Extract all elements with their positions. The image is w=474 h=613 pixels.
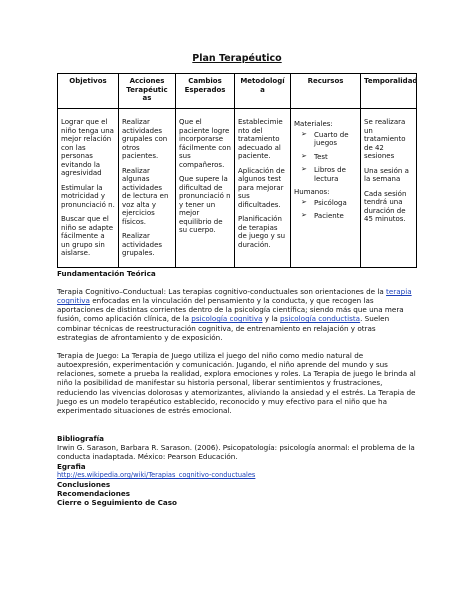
cell-recursos bbox=[291, 109, 361, 268]
header-recursos: Recursos bbox=[291, 74, 361, 109]
cell-temporalidad bbox=[361, 109, 417, 268]
section-heading-cierre: Cierre o Seguimiento de Caso bbox=[57, 498, 177, 507]
header-metodologia: Metodologí a bbox=[235, 74, 291, 109]
objetivo-1: Lograr que el niño tenga una mejor relación con las personas evitando la agresividad bbox=[61, 118, 114, 178]
arrow-bullet-icon: ➢ bbox=[301, 211, 307, 220]
list-item: ➢ Paciente bbox=[301, 211, 344, 221]
header-temporalidad: Temporalidad bbox=[361, 74, 417, 109]
cambio-2: Que supere la dificultad de pronunciació n y tener un mejor equilibrio de su cuerpo. bbox=[179, 175, 231, 235]
list-item: ➢ Psicóloga bbox=[301, 197, 347, 207]
section-heading-egrafia: Egrafia bbox=[57, 462, 86, 471]
list-item: ➢ Test bbox=[301, 151, 328, 161]
bibliografia-text: Irwin G. Sarason, Barbara R. Sarason. (2006). Psicopatología: psicología anormal: el problema de la conducta inadaptada. México: Pearson Educación. bbox=[57, 443, 415, 462]
list-item: ➢ Cuarto de juegos bbox=[301, 129, 349, 148]
paragraph-cognitivo-conductual: Terapia Cognitivo–Conductual: Las terapias cognitivo-conductuales son orientaciones de la terapia cognitiva enfocadas en la vinculación del pensamiento y la conducta, y que recogen las aportaciones de distintas corrientes dentro de la psicología científica; siendo más que una mera fusión, como aplicación clínica, de la psicología cognitiva y la psicología conductista. Suelen combinar técnicas de reestructuración cognitiva, de entrenamiento en relajación y otras estrategias de afrontamiento y de exposición. bbox=[57, 287, 412, 342]
cambio-1: Que el paciente logre incorporarse fácilmente con sus compañeros. bbox=[179, 118, 231, 169]
cell-metodologia bbox=[235, 109, 291, 268]
temporalidad-3: Cada sesión tendrá una duración de 45 minutos. bbox=[364, 189, 407, 224]
plan-table bbox=[57, 73, 417, 268]
egrafia-link[interactable]: http://es.wikipedia.org/wiki/Terapias_cognitivo-conductuales bbox=[57, 471, 256, 479]
link-psicologia-conductista[interactable]: psicología conductista bbox=[280, 314, 361, 324]
arrow-bullet-icon: ➢ bbox=[301, 165, 307, 174]
section-heading-recomendaciones: Recomendaciones bbox=[57, 489, 131, 498]
accion-3: Realizar actividades grupales. bbox=[122, 232, 163, 258]
header-cambios: Cambios Esperados bbox=[176, 74, 235, 109]
materiales-list bbox=[294, 131, 357, 184]
link-terapia-cognitiva[interactable]: terapia cognitiva bbox=[57, 287, 412, 306]
temporalidad-1: Se realizara un tratamiento de 42 sesiones bbox=[364, 118, 406, 161]
section-heading-bibliografia: Bibliografía bbox=[57, 434, 104, 443]
document-title: Plan Terapéutico bbox=[192, 53, 282, 64]
section-heading-conclusiones: Conclusiones bbox=[57, 480, 111, 489]
table-header-row bbox=[58, 74, 417, 109]
cell-objetivos bbox=[58, 109, 119, 268]
paragraph-terapia-juego: Terapia de Juego: La Terapia de Juego utiliza el juego del niño como medio natural de autoexpresión, experimentación y comunicación. Jugando, el niño aprende del mundo y sus relaciones, somete a prueba la realidad, explora emociones y roles. La Terapia de juego le brinda al niño la posibilidad de manifestar su historia personal, liberar sentimientos y frustraciones, reduciendo las vivencias dolorosas y atemorizantes, aliviando la ansiedad y el estrés. La Terapia de Juego es un modelo terapéutico establecido, reconocido y muy efectivo para el niño que ha experimentado situaciones de estrés emocional. bbox=[57, 351, 416, 415]
accion-2: Realizar algunas actividades de lectura en voz alta y ejercicios físicos. bbox=[122, 166, 169, 226]
accion-1: Realizar actividades grupales con otros pacientes. bbox=[122, 118, 168, 161]
cell-acciones bbox=[119, 109, 176, 268]
humanos-label: Humanos: bbox=[294, 188, 330, 197]
arrow-bullet-icon: ➢ bbox=[301, 151, 307, 160]
objetivo-3: Buscar que el niño se adapte fácilmente a un grupo sin aislarse. bbox=[61, 215, 114, 258]
arrow-bullet-icon: ➢ bbox=[301, 197, 307, 206]
metodologia-2: Aplicación de algunos test para mejorar sus dificultades. bbox=[238, 166, 285, 209]
arrow-bullet-icon: ➢ bbox=[301, 129, 307, 138]
metodologia-3: Planificación de terapias de juego y su duración. bbox=[238, 215, 286, 249]
cell-cambios bbox=[176, 109, 235, 268]
objetivo-2: Estimular la motricidad y pronunciació n. bbox=[61, 183, 115, 209]
list-item: ➢ Libros de lectura bbox=[301, 165, 346, 183]
table-row bbox=[58, 109, 417, 268]
header-objetivos: Objetivos bbox=[58, 74, 119, 109]
egrafia-link-container bbox=[57, 471, 417, 479]
link-psicologia-cognitiva[interactable]: psicología cognitiva bbox=[191, 314, 263, 324]
materiales-label: Materiales: bbox=[294, 120, 333, 128]
humanos-list bbox=[294, 199, 357, 221]
metodologia-1: Establecimie nto del tratamiento adecuado al paciente. bbox=[238, 118, 283, 161]
temporalidad-2: Una sesión a la semana bbox=[364, 166, 409, 184]
section-heading-fundamentacion: Fundamentación Teórica bbox=[57, 269, 156, 278]
header-acciones: Acciones Terapéutic as bbox=[119, 74, 176, 109]
